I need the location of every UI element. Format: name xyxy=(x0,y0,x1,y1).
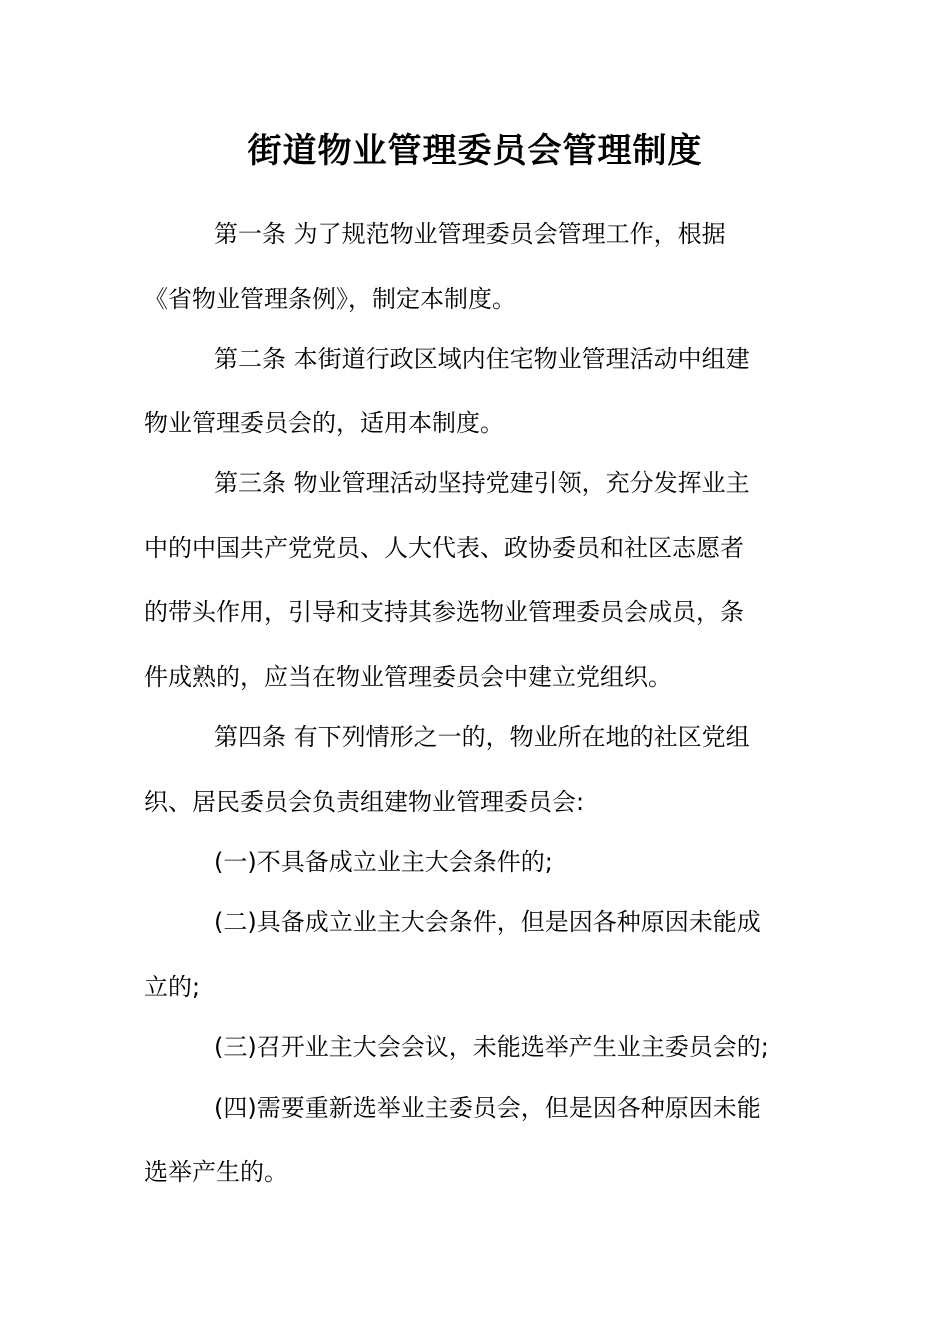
article-2-line-2: 物业管理委员会的，适用本制度。 xyxy=(144,409,504,437)
article-4-line-2: 织、居民委员会负责组建物业管理委员会: xyxy=(144,788,585,816)
clause-4-line-2: 选举产生的。 xyxy=(144,1158,288,1186)
article-4-line-1: 第四条 有下列情形之一的，物业所在地的社区党组 xyxy=(214,723,750,751)
article-3-line-4: 件成熟的，应当在物业管理委员会中建立党组织。 xyxy=(144,663,672,691)
article-3-line-2: 中的中国共产党党员、人大代表、政协委员和社区志愿者 xyxy=(144,534,744,562)
article-1-line-1: 第一条 为了规范物业管理委员会管理工作，根据 xyxy=(214,220,726,248)
document-title: 街道物业管理委员会管理制度 xyxy=(247,131,703,171)
clause-3-line-1: (三)召开业主大会会议，未能选举产生业主委员会的; xyxy=(214,1033,769,1061)
article-3-line-1: 第三条 物业管理活动坚持党建引领，充分发挥业主 xyxy=(214,469,750,497)
article-3-line-3: 的带头作用，引导和支持其参选物业管理委员会成员，条 xyxy=(144,598,744,626)
clause-4-line-1: (四)需要重新选举业主委员会，但是因各种原因未能 xyxy=(214,1094,761,1122)
clause-2-line-1: (二)具备成立业主大会条件，但是因各种原因未能成 xyxy=(214,908,761,936)
article-2-line-1: 第二条 本街道行政区域内住宅物业管理活动中组建 xyxy=(214,345,750,373)
article-1-line-2: 《省物业管理条例》，制定本制度。 xyxy=(144,285,516,313)
clause-2-line-2: 立的; xyxy=(144,973,201,1001)
clause-1-line-1: (一)不具备成立业主大会条件的; xyxy=(214,848,553,876)
